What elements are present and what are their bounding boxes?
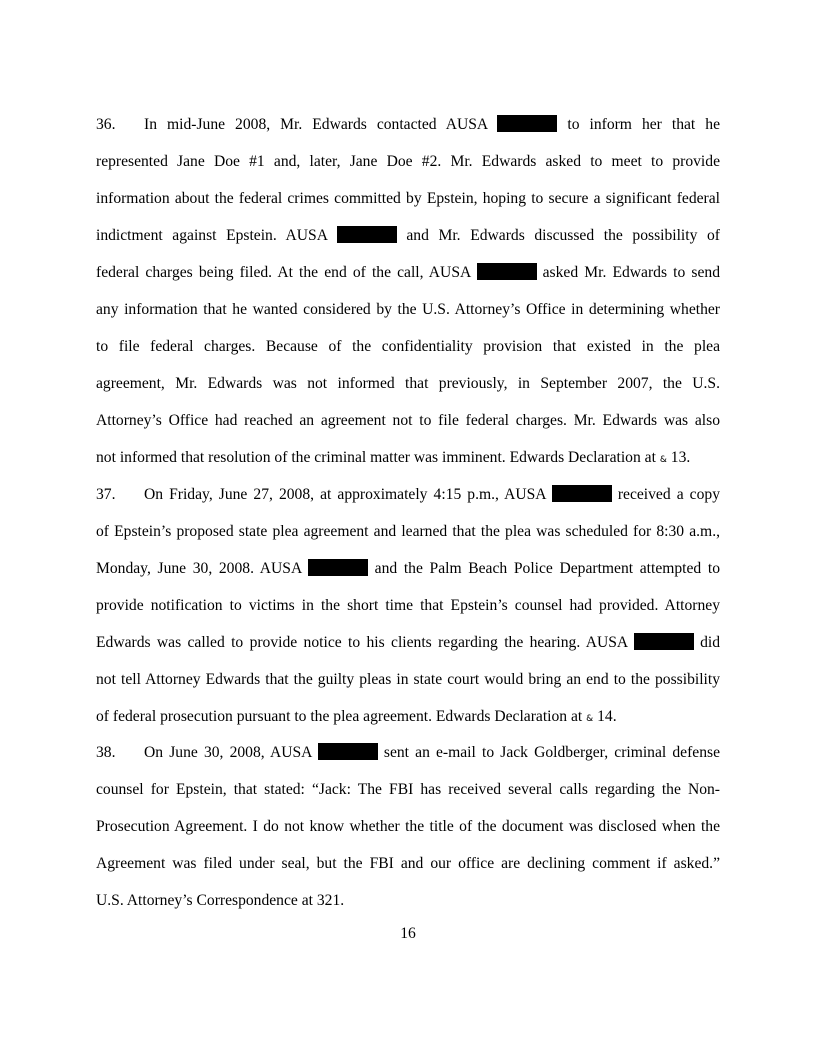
paragraph-number: 36.	[96, 116, 116, 133]
paragraph-symbol: &	[659, 455, 667, 465]
paragraph-line: Prosecution Agreement. I do not know whether the title of the document was disclosed when the	[96, 818, 720, 835]
redaction-box	[634, 633, 694, 650]
paragraph-line: 37. On Friday, June 27, 2008, at approximately 4:15 p.m., AUSA received a copy	[96, 476, 720, 513]
paragraph-line: of federal prosecution pursuant to the plea agreement. Edwards Declaration at & 14.	[96, 708, 617, 725]
paragraph-38	[96, 734, 720, 919]
paragraph-line: not tell Attorney Edwards that the guilty pleas in state court would bring an end to the possibility	[96, 671, 720, 688]
paragraph-symbol: &	[586, 714, 594, 724]
paragraph-line: Monday, June 30, 2008. AUSA and the Palm Beach Police Department attempted to	[96, 560, 720, 577]
paragraph-line: Agreement was filed under seal, but the FBI and our office are declining comment if asked.”	[96, 855, 720, 872]
redaction-box	[497, 115, 557, 132]
paragraph-line: Attorney’s Office had reached an agreement not to file federal charges. Mr. Edwards was also	[96, 412, 720, 429]
paragraph-line: not informed that resolution of the criminal matter was imminent. Edwards Declaration at & 13.	[96, 449, 691, 466]
redaction-box	[477, 263, 537, 280]
paragraph-line: U.S. Attorney’s Correspondence at 321.	[96, 892, 345, 909]
paragraph-line: provide notification to victims in the short time that Epstein’s counsel had provided. Attorney	[96, 597, 720, 614]
paragraph-line: counsel for Epstein, that stated: “Jack: The FBI has received several calls regarding the Non-	[96, 781, 720, 798]
paragraph-line: any information that he wanted considered by the U.S. Attorney’s Office in determining whether	[96, 301, 720, 318]
paragraph-line: federal charges being filed. At the end of the call, AUSA asked Mr. Edwards to send	[96, 264, 720, 281]
paragraph-line: Edwards was called to provide notice to his clients regarding the hearing. AUSA did	[96, 634, 720, 651]
redaction-box	[552, 485, 612, 502]
redaction-box	[318, 743, 378, 760]
paragraph-line: information about the federal crimes committed by Epstein, hoping to secure a significant federal	[96, 190, 720, 207]
page-number: 16	[400, 925, 416, 942]
paragraph-number: 37.	[96, 486, 116, 503]
paragraph-line: indictment against Epstein. AUSA and Mr. Edwards discussed the possibility of	[96, 227, 721, 244]
paragraph-line: 38. On June 30, 2008, AUSA sent an e-mail to Jack Goldberger, criminal defense	[96, 734, 720, 771]
paragraph-line: agreement, Mr. Edwards was not informed that previously, in September 2007, the U.S.	[96, 375, 720, 392]
paragraph-37	[96, 476, 720, 735]
redaction-box	[337, 226, 397, 243]
paragraph-line: represented Jane Doe #1 and, later, Jane Doe #2. Mr. Edwards asked to meet to provide	[96, 153, 720, 170]
paragraph-36	[96, 106, 720, 476]
paragraph-line: to file federal charges. Because of the confidentiality provision that existed in the plea	[96, 338, 720, 355]
redaction-box	[308, 559, 368, 576]
paragraph-line: of Epstein’s proposed state plea agreement and learned that the plea was scheduled for 8:30 a.m.,	[96, 523, 720, 540]
paragraph-line: 36. In mid-June 2008, Mr. Edwards contacted AUSA to inform her that he	[96, 106, 720, 143]
paragraph-number: 38.	[96, 744, 116, 761]
